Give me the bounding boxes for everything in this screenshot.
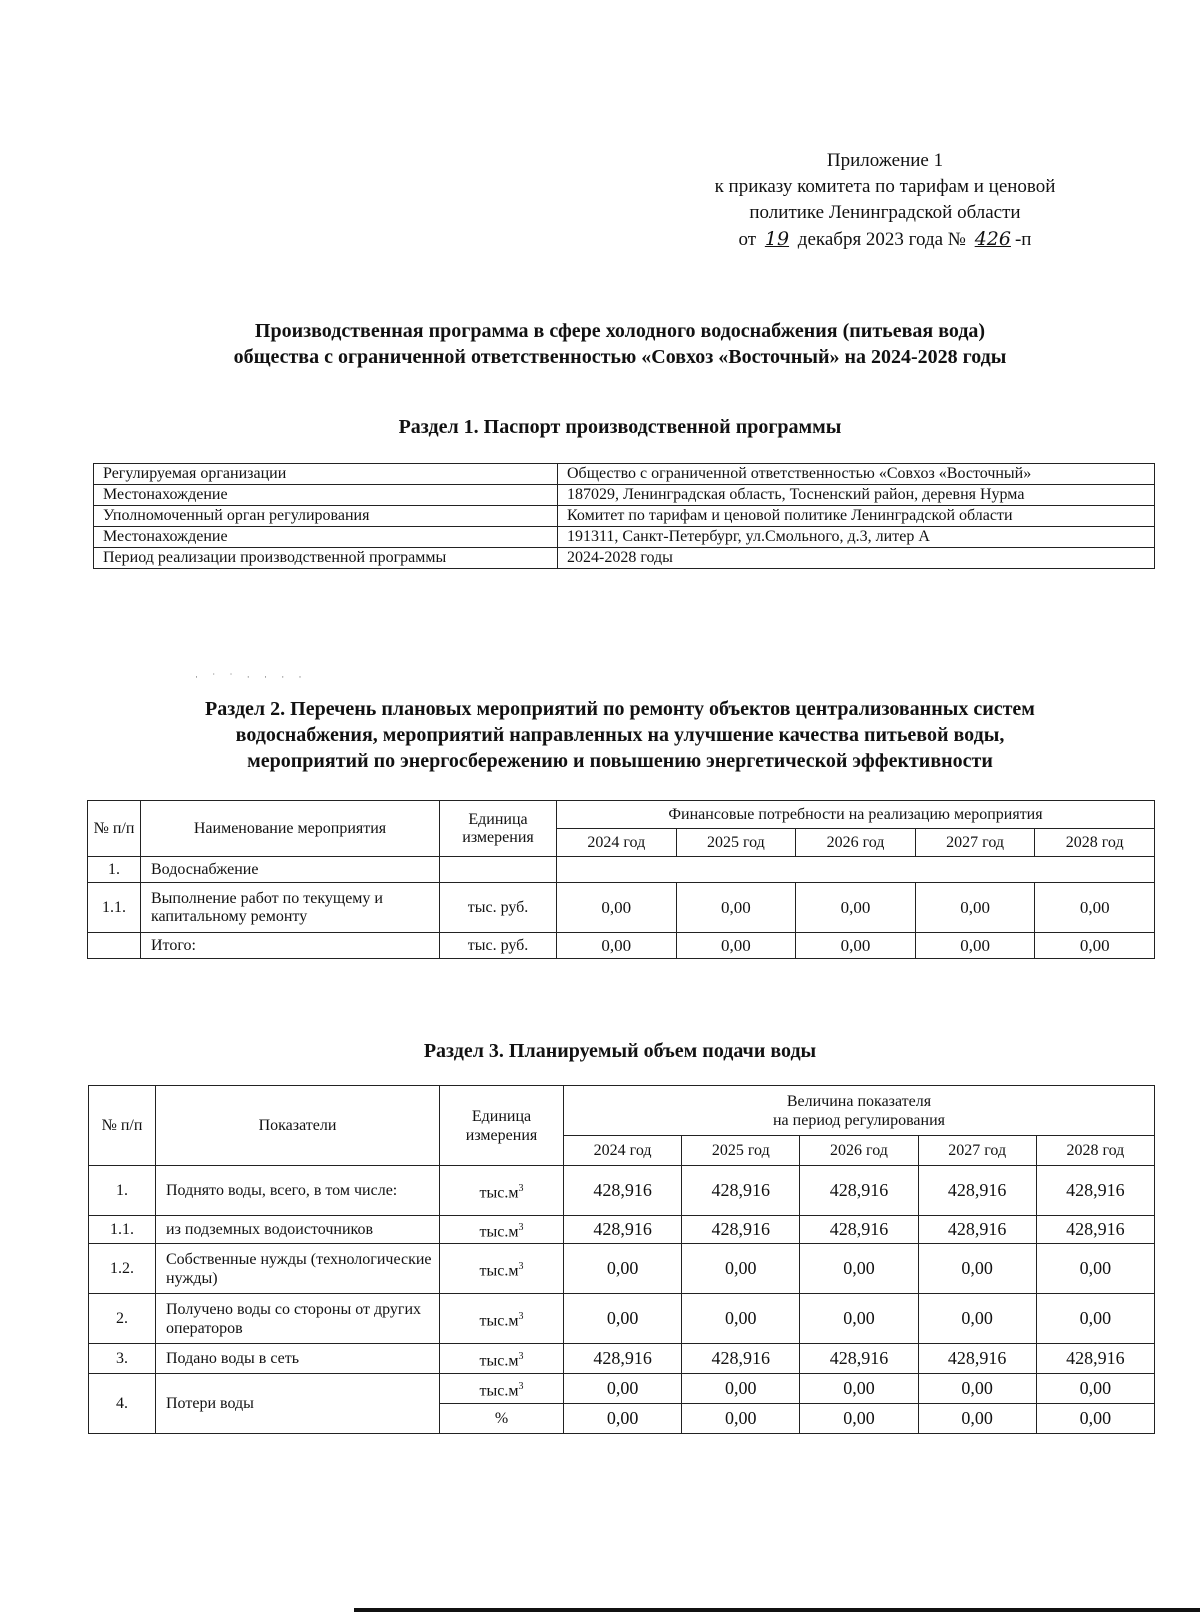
indicator-value: 428,916 (1036, 1166, 1154, 1216)
unit-exponent: 3 (518, 1310, 524, 1322)
volume-col-value (564, 1086, 1155, 1136)
indicator-value: 0,00 (800, 1404, 918, 1434)
measures-table-body (88, 857, 1155, 959)
group-values-empty (557, 857, 1155, 883)
group-num: 1. (88, 857, 141, 883)
order-suffix: -п (1014, 229, 1032, 250)
indicator-value: 428,916 (564, 1344, 682, 1374)
measure-num (88, 933, 141, 959)
appendix-authority-line: политике Ленинградской области (749, 202, 1021, 223)
appendix-header (650, 148, 1120, 253)
indicator-value: 428,916 (918, 1166, 1036, 1216)
indicator-name: Получено воды со стороны от других операторов (156, 1294, 440, 1344)
volume-year-header: 2025 год (682, 1136, 800, 1166)
measure-value: 0,00 (557, 933, 677, 959)
measures-group-row (88, 857, 1155, 883)
unit-base: тыс.м (479, 1312, 519, 1330)
indicator-name: Поднято воды, всего, в том числе: (156, 1166, 440, 1216)
unit-exponent: 3 (518, 1221, 524, 1233)
measures-col-unit: Единица измерения (440, 801, 557, 857)
volume-col-num: № п/п (89, 1086, 156, 1166)
volume-unit (440, 1374, 564, 1404)
indicator-name: Собственные нужды (технологические нужды) (156, 1244, 440, 1294)
measures-header-row (88, 801, 1155, 829)
indicator-value: 0,00 (564, 1374, 682, 1404)
measures-row (88, 883, 1155, 933)
indicator-value: 0,00 (800, 1294, 918, 1344)
volume-unit (440, 1244, 564, 1294)
order-middle: декабря 2023 года № (797, 229, 966, 250)
passport-row (94, 527, 1155, 548)
indicator-value: 428,916 (682, 1216, 800, 1244)
passport-value: 187029, Ленинградская область, Тосненский район, деревня Нурма (558, 485, 1155, 506)
section-1-title: Раздел 1. Паспорт производственной программы (398, 416, 842, 438)
measure-value: 0,00 (796, 933, 916, 959)
unit-exponent: 3 (518, 1182, 524, 1194)
passport-table (93, 463, 1155, 569)
measures-year-header: 2027 год (915, 829, 1035, 857)
measures-col-num: № п/п (88, 801, 141, 857)
volume-unit (440, 1344, 564, 1374)
unit-base: тыс.м (479, 1352, 519, 1370)
indicator-value: 428,916 (564, 1216, 682, 1244)
volume-year-header: 2026 год (800, 1136, 918, 1166)
indicator-value: 0,00 (1036, 1294, 1154, 1344)
indicator-value: 0,00 (1036, 1404, 1154, 1434)
water-volume-table-body (89, 1166, 1155, 1434)
volume-unit (440, 1294, 564, 1344)
measure-value: 0,00 (796, 883, 916, 933)
volume-row (89, 1216, 1155, 1244)
appendix-number: Приложение 1 (826, 150, 944, 171)
passport-label: Период реализации производственной программы (94, 548, 558, 569)
volume-year-header: 2027 год (918, 1136, 1036, 1166)
title-line-2: общества с ограниченной ответственностью «Совхоз «Восточный» на 2024-2028 годы (233, 346, 1007, 368)
indicator-num: 4. (89, 1374, 156, 1434)
section-2-title-line-2: водоснабжения, мероприятий направленных на улучшение качества питьевой воды, (235, 724, 1005, 746)
title-line-1: Производственная программа в сфере холодного водоснабжения (питьевая вода) (254, 320, 986, 342)
scan-edge-line (354, 1608, 1200, 1612)
indicator-value: 0,00 (564, 1404, 682, 1434)
measure-value: 0,00 (915, 933, 1035, 959)
indicator-value: 0,00 (682, 1294, 800, 1344)
measure-name: Итого: (141, 933, 440, 959)
passport-value: 191311, Санкт-Петербург, ул.Смольного, д.3, литер А (558, 527, 1155, 548)
measures-row (88, 933, 1155, 959)
indicator-num: 1. (89, 1166, 156, 1216)
measures-col-finance: Финансовые потребности на реализацию мероприятия (557, 801, 1155, 829)
measure-unit: тыс. руб. (440, 883, 557, 933)
unit-exponent: 3 (518, 1350, 524, 1362)
indicator-value: 0,00 (1036, 1244, 1154, 1294)
handwritten-day: 19 (764, 228, 790, 250)
volume-row (89, 1166, 1155, 1216)
unit-base: тыс.м (479, 1184, 519, 1202)
handwritten-order-number: 426 (974, 228, 1011, 250)
volume-value-line-2: на период регулирования (772, 1111, 945, 1129)
indicator-value: 0,00 (918, 1404, 1036, 1434)
section-2-title-line-1: Раздел 2. Перечень плановых мероприятий по ремонту объектов централизованных систем (205, 698, 1035, 720)
indicator-value: 428,916 (800, 1166, 918, 1216)
section-2-title (80, 696, 1160, 774)
indicator-value: 428,916 (682, 1344, 800, 1374)
indicator-value: 0,00 (1036, 1374, 1154, 1404)
volume-unit-percent: % (440, 1404, 564, 1434)
indicator-value: 0,00 (682, 1374, 800, 1404)
volume-row (89, 1294, 1155, 1344)
passport-label: Местонахождение (94, 485, 558, 506)
measure-value: 0,00 (676, 933, 796, 959)
volume-year-header: 2024 год (564, 1136, 682, 1166)
indicator-value: 428,916 (800, 1216, 918, 1244)
measure-name: Выполнение работ по текущему и капитальному ремонту (141, 883, 440, 933)
unit-base: тыс.м (479, 1223, 519, 1241)
passport-label: Регулируемая организации (94, 464, 558, 485)
volume-col-unit: Единица измерения (440, 1086, 564, 1166)
passport-value: Комитет по тарифам и ценовой политике Ленинградской области (558, 506, 1155, 527)
volume-row-losses-volume (89, 1374, 1155, 1404)
indicator-value: 428,916 (918, 1344, 1036, 1374)
indicator-value: 0,00 (682, 1244, 800, 1294)
order-prefix: от (738, 229, 757, 250)
scan-specks: · ˙ ˙ · · · · (195, 672, 308, 682)
volume-unit (440, 1166, 564, 1216)
volume-row (89, 1344, 1155, 1374)
passport-value: Общество с ограниченной ответственностью «Совхоз «Восточный» (558, 464, 1155, 485)
appendix-order-date (650, 226, 1120, 253)
indicator-name: из подземных водоисточников (156, 1216, 440, 1244)
indicator-value: 428,916 (1036, 1344, 1154, 1374)
water-volume-table (88, 1085, 1155, 1434)
passport-label: Уполномоченный орган регулирования (94, 506, 558, 527)
volume-row (89, 1244, 1155, 1294)
measure-unit: тыс. руб. (440, 933, 557, 959)
indicator-num: 1.1. (89, 1216, 156, 1244)
passport-row (94, 548, 1155, 569)
measure-value: 0,00 (1035, 883, 1155, 933)
indicator-value: 0,00 (918, 1244, 1036, 1294)
measures-table (87, 800, 1155, 959)
indicator-value: 0,00 (800, 1374, 918, 1404)
unit-base: тыс.м (479, 1262, 519, 1280)
passport-label: Местонахождение (94, 527, 558, 548)
passport-row (94, 464, 1155, 485)
indicator-value: 0,00 (564, 1244, 682, 1294)
indicator-value: 428,916 (800, 1344, 918, 1374)
indicator-value: 0,00 (682, 1404, 800, 1434)
passport-value: 2024-2028 годы (558, 548, 1155, 569)
section-3-title: Раздел 3. Планируемый объем подачи воды (423, 1040, 817, 1062)
volume-value-line-1: Величина показателя (786, 1092, 932, 1110)
volume-unit (440, 1216, 564, 1244)
indicator-value: 0,00 (800, 1244, 918, 1294)
measure-value: 0,00 (676, 883, 796, 933)
indicator-num: 3. (89, 1344, 156, 1374)
indicator-value: 428,916 (918, 1216, 1036, 1244)
measures-year-header: 2024 год (557, 829, 677, 857)
indicator-value: 428,916 (564, 1166, 682, 1216)
indicator-value: 0,00 (918, 1374, 1036, 1404)
measure-num: 1.1. (88, 883, 141, 933)
volume-year-header: 2028 год (1036, 1136, 1154, 1166)
measures-year-header: 2026 год (796, 829, 916, 857)
section-2-title-line-3: мероприятий по энергосбережению и повышению энергетической эффективности (247, 750, 993, 772)
indicator-num: 1.2. (89, 1244, 156, 1294)
indicator-value: 428,916 (682, 1166, 800, 1216)
volume-col-indicators: Показатели (156, 1086, 440, 1166)
indicator-name: Подано воды в сеть (156, 1344, 440, 1374)
passport-table-body (94, 464, 1155, 569)
measures-year-header: 2028 год (1035, 829, 1155, 857)
appendix-order-line: к приказу комитета по тарифам и ценовой (714, 176, 1056, 197)
group-name: Водоснабжение (141, 857, 440, 883)
measures-col-name: Наименование мероприятия (141, 801, 440, 857)
indicator-num: 2. (89, 1294, 156, 1344)
measures-year-header: 2025 год (676, 829, 796, 857)
passport-row (94, 506, 1155, 527)
indicator-value: 0,00 (918, 1294, 1036, 1344)
indicator-value: 428,916 (1036, 1216, 1154, 1244)
measure-value: 0,00 (557, 883, 677, 933)
passport-row (94, 485, 1155, 506)
unit-exponent: 3 (518, 1260, 524, 1272)
indicator-value: 0,00 (564, 1294, 682, 1344)
unit-base: тыс.м (479, 1382, 519, 1400)
unit-exponent: 3 (518, 1380, 524, 1392)
document-title (90, 318, 1150, 370)
indicator-name: Потери воды (156, 1374, 440, 1434)
measure-value: 0,00 (915, 883, 1035, 933)
volume-header-row (89, 1086, 1155, 1136)
group-unit-empty (440, 857, 557, 883)
measure-value: 0,00 (1035, 933, 1155, 959)
